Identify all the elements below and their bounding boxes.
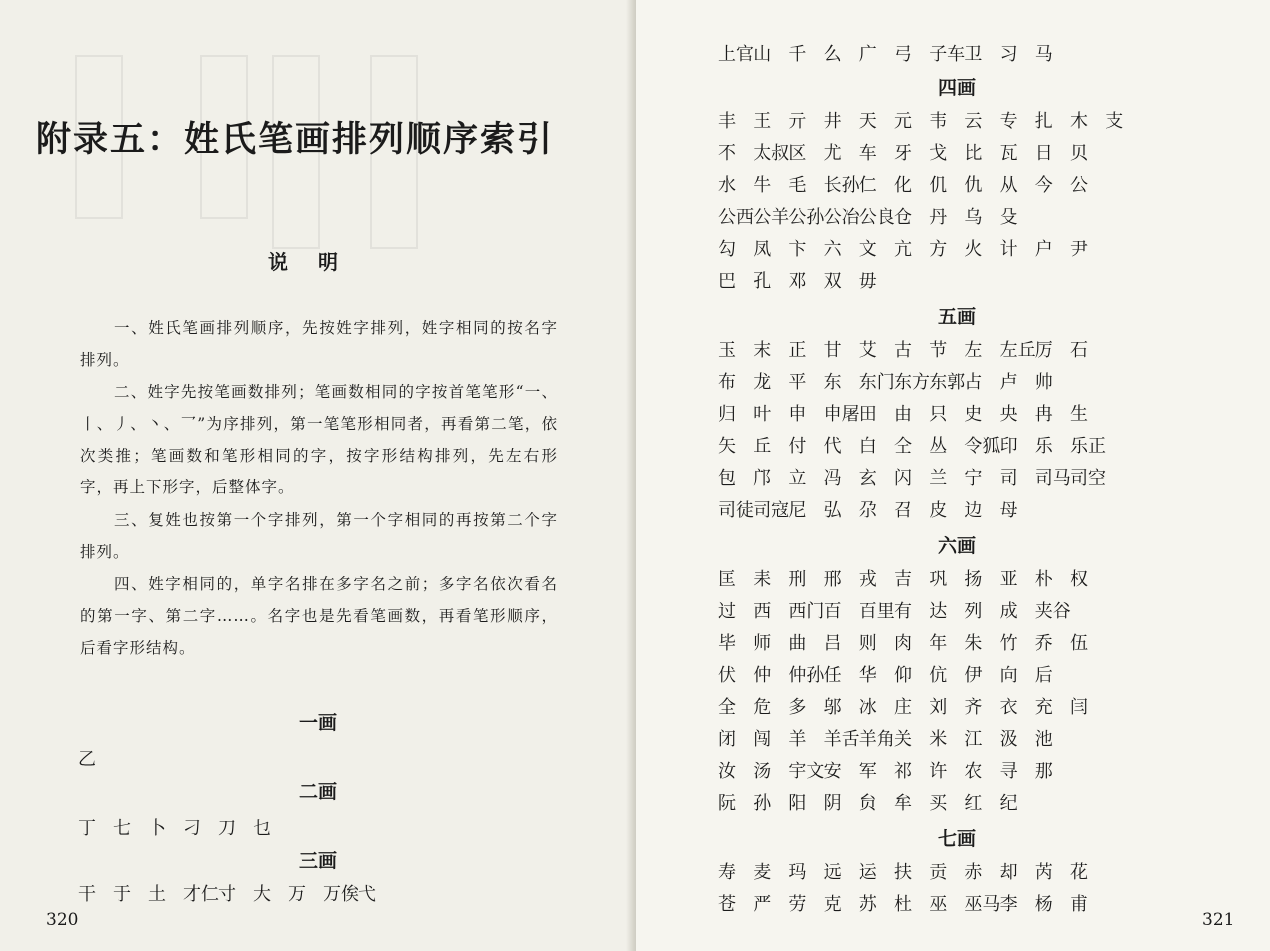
surname-entry: 李 — [999, 894, 1018, 915]
surname-entry: 母 — [999, 500, 1018, 521]
surname-entry: 羊 — [788, 729, 807, 750]
surname-entry: 东 — [823, 372, 842, 393]
surname-entry: 乜 — [253, 818, 271, 839]
surname-entry: 包 — [718, 468, 736, 489]
surname-entry: 毋 — [858, 271, 877, 292]
surname-entry: 买 — [929, 793, 948, 814]
stroke-count-heading: 六画 — [938, 535, 977, 557]
surname-entry: 乙 — [78, 749, 96, 770]
surname-entry: 纪 — [999, 793, 1018, 814]
surname-entry: 从 — [999, 175, 1018, 196]
surname-entry: 卞 — [788, 239, 807, 260]
surname-entry: 叶 — [753, 404, 772, 425]
stroke-count-heading: 七画 — [938, 828, 977, 850]
surname-entry: 石 — [1070, 340, 1088, 361]
surname-entry: 东方 — [894, 372, 930, 393]
surname-entry: 厉 — [1034, 340, 1053, 361]
surname-entry: 瓦 — [999, 143, 1018, 164]
surname-entry: 闫 — [1070, 697, 1088, 718]
surname-entry: 百 — [823, 601, 842, 622]
surname-entry: 公冶 — [823, 207, 860, 228]
surname-entry: 甫 — [1070, 894, 1088, 915]
surname-entry: 贡 — [929, 862, 948, 883]
surname-entry: 巫马 — [964, 894, 1001, 915]
surname-entry: 汤 — [753, 761, 772, 782]
surname-entry: 巩 — [929, 569, 948, 590]
surname-entry: 由 — [894, 404, 912, 425]
surname-entry: 水 — [718, 175, 736, 196]
surname-entry: 勾 — [718, 239, 736, 260]
surname-entry: 米 — [929, 729, 948, 750]
surname-entry: 化 — [894, 175, 912, 196]
surname-entry: 才仁 — [183, 884, 219, 905]
surname-entry: 扎 — [1034, 111, 1053, 132]
surname-entry: 云 — [964, 111, 983, 132]
surname-entry: 丹 — [929, 207, 948, 228]
surname-entry: 祁 — [894, 761, 912, 782]
surname-entry: 卜 — [148, 818, 166, 839]
surname-entry: 贝 — [1070, 143, 1088, 164]
surname-entry: 羊舌 — [823, 729, 860, 750]
surname-entry: 公孙 — [788, 207, 825, 228]
surname-entry: 劳 — [788, 894, 807, 915]
surname-entry: 支 — [1105, 111, 1124, 132]
surname-entry: 上官 — [718, 44, 754, 65]
surname-entry: 左丘 — [999, 340, 1036, 361]
surname-entry: 子车 — [929, 44, 966, 65]
surname-entry: 亓 — [788, 111, 807, 132]
surname-entry: 任 — [823, 665, 842, 686]
surname-entry: 成 — [999, 601, 1018, 622]
surname-entry: 闯 — [753, 729, 772, 750]
surname-entry: 丁 — [78, 818, 96, 839]
surname-entry: 邓 — [788, 271, 807, 292]
surname-entry: 列 — [964, 601, 983, 622]
surname-entry: 邢 — [823, 569, 842, 590]
surname-entry: 央 — [999, 404, 1018, 425]
surname-entry: 山 — [753, 44, 772, 65]
stroke-count-heading: 一画 — [299, 712, 338, 734]
surname-entry: 殳 — [999, 207, 1018, 228]
surname-entry: 韦 — [929, 111, 948, 132]
surname-entry: 向 — [999, 665, 1018, 686]
surname-entry: 古 — [894, 340, 912, 361]
page-number-right: 321 — [1202, 910, 1235, 930]
surname-entry: 凤 — [753, 239, 772, 260]
surname-entry: 夹谷 — [1034, 601, 1071, 622]
surname-entry: 贠 — [858, 793, 877, 814]
surname-entry: 司空 — [1070, 468, 1106, 489]
surname-entry: 刀 — [218, 818, 236, 839]
surname-entry: 孔 — [753, 271, 772, 292]
surname-entry: 孙 — [753, 793, 772, 814]
surname-entry: 艾 — [858, 340, 877, 361]
surname-entry: 冉 — [1034, 404, 1053, 425]
surname-entry: 司徒 — [718, 500, 754, 521]
surname-entry: 么 — [823, 44, 842, 65]
surname-entry: 牟 — [894, 793, 912, 814]
surname-entry: 方 — [929, 239, 948, 260]
surname-entry: 匡 — [718, 569, 736, 590]
surname-entry: 毛 — [788, 175, 807, 196]
surname-entry: 六 — [823, 239, 842, 260]
surname-entry: 万 — [288, 884, 306, 905]
surname-entry: 万俟 — [323, 884, 359, 905]
surname-entry: 文 — [858, 239, 877, 260]
surname-entry: 井 — [823, 111, 842, 132]
surname-entry: 玛 — [788, 862, 807, 883]
surname-entry: 不 — [718, 143, 736, 164]
surname-entry: 史 — [964, 404, 983, 425]
surname-entry: 运 — [858, 862, 877, 883]
surname-entry: 东郭 — [929, 372, 966, 393]
surname-entry: 付 — [788, 436, 807, 457]
surname-entry: 平 — [788, 372, 807, 393]
surname-entry: 卢 — [999, 372, 1018, 393]
surname-entry: 年 — [929, 633, 948, 654]
surname-entry: 寿 — [718, 862, 736, 883]
surname-entry: 那 — [1034, 761, 1053, 782]
surname-entry: 东门 — [858, 372, 895, 393]
surname-entry: 乔 — [1034, 633, 1053, 654]
surname-entry: 干 — [78, 884, 96, 905]
surname-entry: 天 — [858, 111, 877, 132]
surname-entry: 达 — [929, 601, 948, 622]
surname-entry: 生 — [1070, 404, 1088, 425]
surname-entry: 伉 — [929, 665, 948, 686]
surname-entry: 师 — [753, 633, 772, 654]
surname-entry: 苍 — [718, 894, 736, 915]
stroke-count-heading: 四画 — [938, 77, 977, 99]
surname-entry: 杨 — [1034, 894, 1053, 915]
surname-entry: 肉 — [894, 633, 912, 654]
surname-entry: 仉 — [929, 175, 948, 196]
surname-entry: 千 — [788, 44, 807, 65]
surname-entry: 七 — [113, 818, 131, 839]
surname-entry: 仇 — [964, 175, 983, 196]
surname-entry: 庄 — [894, 697, 912, 718]
surname-entry: 汝 — [718, 761, 736, 782]
surname-entry: 申 — [788, 404, 807, 425]
surname-entry: 司寇 — [753, 500, 790, 521]
surname-entry: 广 — [858, 44, 877, 65]
surname-entry: 土 — [148, 884, 166, 905]
surname-entry: 朱 — [964, 633, 983, 654]
surname-entry: 丘 — [753, 436, 772, 457]
surname-entry: 皮 — [929, 500, 948, 521]
surname-entry: 节 — [929, 340, 948, 361]
surname-entry: 代 — [823, 436, 842, 457]
surname-entry: 司 — [999, 468, 1018, 489]
surname-entry: 仝 — [894, 436, 912, 457]
surname-entry: 占 — [964, 372, 983, 393]
surname-entry: 军 — [858, 761, 877, 782]
surname-entry: 兰 — [929, 468, 948, 489]
surname-entry: 白 — [858, 436, 877, 457]
surname-entry: 习 — [999, 44, 1018, 65]
intro-paragraph-4: 四、姓字相同的，单字名排在多字名之前；多字名依次看名的第一字、第二字……。名字也是先看笔画数，再看笔形顺序，后看字形结构。 — [80, 575, 558, 657]
surname-entry: 丛 — [929, 436, 948, 457]
surname-entry: 后 — [1034, 665, 1053, 686]
surname-entry: 甘 — [823, 340, 842, 361]
surname-entry: 权 — [1070, 569, 1088, 590]
surname-entry: 百里 — [858, 601, 895, 622]
surname-entry: 戎 — [858, 569, 877, 590]
surname-entry: 归 — [718, 404, 736, 425]
surname-entry: 远 — [823, 862, 842, 883]
surname-entry: 农 — [964, 761, 983, 782]
intro-heading: 说明 — [268, 250, 368, 274]
surname-entry: 安 — [823, 761, 842, 782]
surname-entry: 公 — [1070, 175, 1088, 196]
surname-entry: 弘 — [823, 500, 842, 521]
surname-entry: 红 — [964, 793, 983, 814]
surname-entry: 羊角 — [858, 729, 895, 750]
surname-entry: 关 — [894, 729, 912, 750]
surname-entry: 尼 — [788, 500, 807, 521]
surname-entry: 尤 — [823, 143, 842, 164]
surname-entry: 宇文 — [788, 761, 825, 782]
surname-entry: 齐 — [964, 697, 983, 718]
surname-entry: 令狐 — [964, 436, 1001, 457]
surname-entry: 西 — [753, 601, 772, 622]
surname-entry: 赤 — [964, 862, 983, 883]
surname-entry: 朴 — [1034, 569, 1053, 590]
surname-entry: 寻 — [999, 761, 1018, 782]
surname-entry: 牙 — [894, 143, 912, 164]
right-page — [636, 0, 1270, 951]
surname-entry: 吕 — [823, 633, 842, 654]
intro-paragraph-1: 一、姓氏笔画排列顺序，先按姓字排列，姓字相同的按名字排列。 — [80, 319, 558, 369]
surname-entry: 巴 — [718, 271, 736, 292]
surname-entry: 玄 — [858, 468, 877, 489]
stroke-count-heading: 三画 — [299, 850, 338, 872]
surname-entry: 扶 — [894, 862, 912, 883]
surname-entry: 玉 — [718, 340, 736, 361]
surname-entry: 召 — [894, 500, 912, 521]
surname-entry: 毕 — [718, 633, 736, 654]
surname-entry: 仲 — [753, 665, 772, 686]
surname-entry: 车 — [858, 143, 877, 164]
surname-entry: 王 — [753, 111, 772, 132]
surname-entry: 吉 — [894, 569, 912, 590]
surname-entry: 牛 — [753, 175, 772, 196]
surname-entry: 竹 — [999, 633, 1018, 654]
surname-entry: 末 — [753, 340, 772, 361]
surname-entry: 伊 — [964, 665, 983, 686]
surname-entry: 帅 — [1034, 372, 1053, 393]
surname-entry: 汲 — [999, 729, 1018, 750]
surname-entry: 严 — [753, 894, 772, 915]
surname-entry: 刘 — [929, 697, 948, 718]
surname-entry: 有 — [894, 601, 912, 622]
surname-entry: 马 — [1034, 44, 1053, 65]
surname-entry: 今 — [1034, 175, 1053, 196]
page-number-left: 320 — [46, 910, 79, 930]
surname-entry: 边 — [964, 500, 983, 521]
surname-entry: 布 — [718, 372, 736, 393]
surname-entry: 公西 — [718, 207, 754, 228]
surname-entry: 申屠 — [823, 404, 860, 425]
surname-entry: 许 — [929, 761, 948, 782]
surname-entry: 比 — [964, 143, 983, 164]
surname-entry: 杜 — [894, 894, 912, 915]
surname-entry: 尹 — [1070, 239, 1088, 260]
surname-entry: 乐 — [1034, 436, 1053, 457]
surname-entry: 花 — [1070, 862, 1088, 883]
surname-entry: 刑 — [788, 569, 807, 590]
intro-paragraph-3: 三、复姓也按第一个字排列，第一个字相同的再按第二个字排列。 — [80, 511, 558, 561]
surname-entry: 戈 — [929, 143, 948, 164]
surname-entry: 亚 — [999, 569, 1018, 590]
surname-entry: 户 — [1034, 239, 1053, 260]
surname-entry: 苏 — [858, 894, 877, 915]
surname-entry: 正 — [788, 340, 807, 361]
surname-entry: 邝 — [753, 468, 772, 489]
surname-entry: 亢 — [894, 239, 912, 260]
surname-entry: 冯 — [823, 468, 842, 489]
surname-entry: 仰 — [894, 665, 912, 686]
surname-entry: 火 — [964, 239, 983, 260]
surname-entry: 长孙 — [823, 175, 860, 196]
surname-entry: 阴 — [823, 793, 842, 814]
surname-entry: 克 — [823, 894, 842, 915]
surname-entry: 仲孙 — [788, 665, 825, 686]
surname-entry: 耒 — [753, 569, 772, 590]
surname-entry: 于 — [113, 884, 131, 905]
surname-entry: 伍 — [1070, 633, 1088, 654]
surname-entry: 仁 — [858, 175, 877, 196]
surname-entry: 池 — [1034, 729, 1053, 750]
surname-entry: 寸 — [218, 884, 236, 905]
surname-entry: 尕 — [858, 500, 877, 521]
surname-entry: 弓 — [894, 44, 912, 65]
surname-entry: 危 — [753, 697, 772, 718]
surname-entry: 闪 — [894, 468, 912, 489]
surname-entry: 矢 — [718, 436, 736, 457]
surname-entry: 木 — [1070, 111, 1088, 132]
surname-entry: 大 — [253, 884, 271, 905]
surname-entry: 充 — [1034, 697, 1053, 718]
surname-entry: 左 — [964, 340, 983, 361]
surname-entry: 司马 — [1034, 468, 1071, 489]
surname-entry: 邬 — [823, 697, 842, 718]
surname-entry: 则 — [858, 633, 877, 654]
surname-entry: 双 — [823, 271, 842, 292]
surname-entry: 却 — [999, 862, 1018, 883]
surname-entry: 弋 — [358, 884, 376, 905]
surname-entry: 华 — [858, 665, 877, 686]
surname-entry: 闭 — [718, 729, 736, 750]
surname-entry: 宁 — [964, 468, 983, 489]
surname-entry: 多 — [788, 697, 807, 718]
surname-entry: 芮 — [1034, 862, 1053, 883]
surname-entry: 立 — [788, 468, 807, 489]
surname-entry: 日 — [1034, 143, 1053, 164]
surname-entry: 阮 — [718, 793, 736, 814]
surname-entry: 西门 — [788, 601, 825, 622]
surname-entry: 公羊 — [753, 207, 790, 228]
surname-entry: 计 — [999, 239, 1018, 260]
surname-entry: 伏 — [718, 665, 736, 686]
surname-entry: 巫 — [929, 894, 948, 915]
surname-entry: 卫 — [964, 44, 983, 65]
surname-entry: 龙 — [753, 372, 772, 393]
surname-entry: 阳 — [788, 793, 807, 814]
surname-entry: 元 — [894, 111, 912, 132]
surname-entry: 乐正 — [1070, 436, 1106, 457]
appendix-title: 附录五：姓氏笔画排列顺序索引 — [36, 119, 555, 160]
surname-entry: 太叔 — [753, 143, 790, 164]
stroke-count-heading: 二画 — [299, 781, 338, 803]
surname-entry: 曲 — [788, 633, 807, 654]
surname-entry: 仓 — [894, 207, 912, 228]
surname-entry: 冰 — [858, 697, 877, 718]
surname-entry: 衣 — [999, 697, 1018, 718]
surname-entry: 印 — [999, 436, 1018, 457]
surname-entry: 扬 — [964, 569, 983, 590]
surname-entry: 乌 — [964, 207, 983, 228]
surname-entry: 区 — [788, 143, 807, 164]
surname-entry: 只 — [929, 404, 948, 425]
stroke-count-heading: 五画 — [938, 306, 977, 328]
surname-entry: 田 — [858, 404, 877, 425]
surname-entry: 麦 — [753, 862, 772, 883]
surname-entry: 丰 — [718, 111, 736, 132]
surname-entry: 公良 — [858, 207, 895, 228]
surname-entry: 过 — [718, 601, 736, 622]
surname-entry: 刁 — [183, 818, 201, 839]
surname-entry: 全 — [718, 697, 736, 718]
surname-entry: 江 — [964, 729, 983, 750]
surname-entry: 专 — [999, 111, 1018, 132]
intro-paragraph-2: 二、姓字先按笔画数排列；笔画数相同的字按首笔笔形“一、丨、丿、丶、乛”为序排列，第一笔笔形相同者，再看第二笔，依次类推；笔画数和笔形相同的字，按字形结构排列，先左右形字，再上下形字，后整体字。 — [80, 383, 558, 497]
